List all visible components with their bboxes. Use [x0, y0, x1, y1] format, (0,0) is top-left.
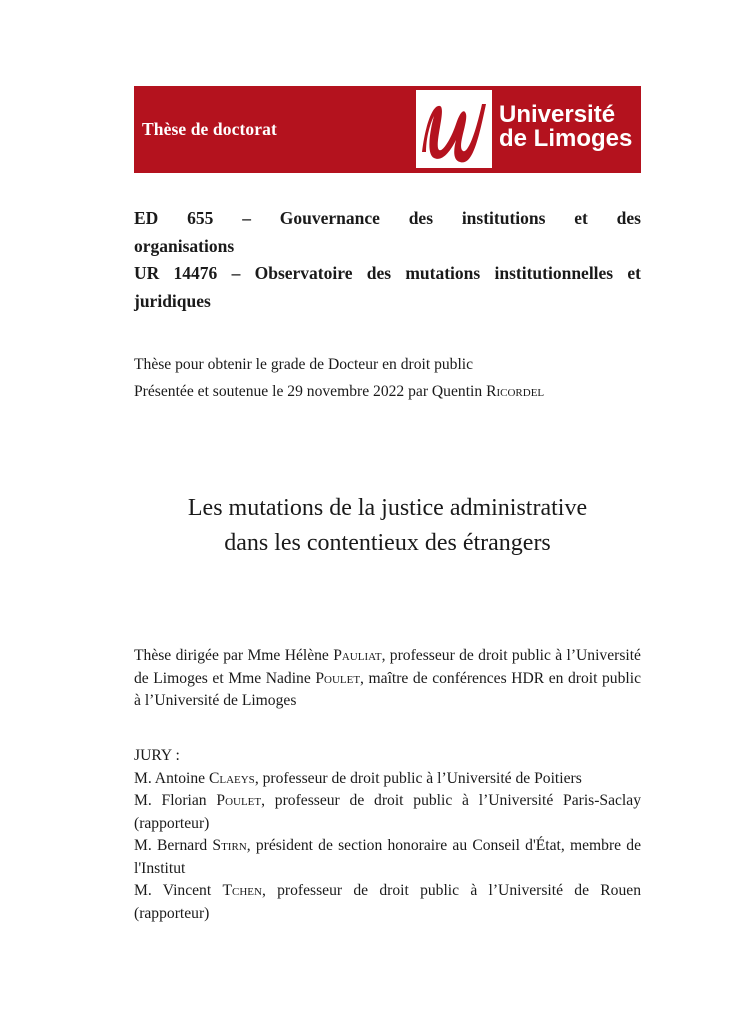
director-name-2: Poulet [315, 669, 361, 687]
ur-line [134, 260, 641, 288]
jury-member-prefix: M. Antoine [134, 769, 209, 787]
jury-member-name: Tchen [222, 882, 262, 899]
jury-block [134, 745, 641, 925]
title-line-1: Les mutations de la justice administrative [187, 495, 588, 521]
university-name-line1: Université [499, 101, 616, 128]
jury-member-role: , professeur de droit public à l’Université de Rouen (rapporteur) [134, 882, 641, 922]
jury-member-role: , professeur de droit public à l’Université de Poitiers [254, 769, 582, 787]
jury-member-prefix: M. Florian [134, 792, 217, 809]
thesis-info [134, 351, 641, 405]
jury-member-prefix: M. Bernard [134, 837, 213, 854]
direction-part-2: , professeur de droit public à l’Université de Limoges et Mme Nadine [134, 647, 641, 687]
jury-member-name: Claeys [208, 769, 255, 787]
doctoral-school-block [134, 205, 641, 315]
grade-line: Thèse pour obtenir le grade de Docteur en droit public [134, 356, 474, 373]
director-name-1: Pauliat [333, 647, 382, 664]
author-name: Ricordel [486, 383, 545, 400]
direction-part-3: , maître de conférences HDR en droit public à l’Université de Limoges [134, 669, 641, 709]
presented-line [134, 378, 641, 405]
thesis-label: Thèse de doctorat [142, 119, 277, 139]
ur-line-1: UR 14476 – Observatoire des mutations institutionnelles et [134, 263, 641, 283]
jury-member [134, 835, 641, 880]
ed-line-2: organisations [134, 235, 235, 256]
jury-member [134, 880, 641, 925]
ed-line-1: ED 655 – Gouvernance des institutions et des [134, 208, 641, 228]
ed-line [134, 205, 641, 233]
direction-part-1: Thèse dirigée par Mme Hélène [134, 647, 334, 664]
jury-member-prefix: M. Vincent [134, 882, 223, 899]
university-name [499, 103, 632, 151]
jury-member [134, 768, 641, 791]
jury-member-name: Poulet [216, 792, 262, 809]
thesis-title [134, 491, 641, 561]
university-name-line2: de Limoges [499, 125, 633, 152]
jury-member-role: , professeur de droit public à l’Université Paris-Saclay (rapporteur) [134, 792, 641, 832]
direction-text [134, 645, 641, 713]
thesis-direction [134, 645, 641, 713]
ul-monogram-logo-icon [416, 90, 492, 168]
title-line-2: dans les contentieux des étrangers [224, 530, 551, 556]
jury-member [134, 790, 641, 835]
presented-prefix: Présentée et soutenue le 29 novembre 2022 par Quentin [134, 383, 487, 400]
header-banner [134, 86, 641, 173]
jury-member-role: , président de section honoraire au Conseil d'État, membre de l'Institut [134, 837, 641, 877]
jury-member-name: Stirn [212, 837, 247, 854]
ur-line-2: juridiques [134, 290, 211, 311]
jury-heading: JURY : [134, 747, 180, 764]
